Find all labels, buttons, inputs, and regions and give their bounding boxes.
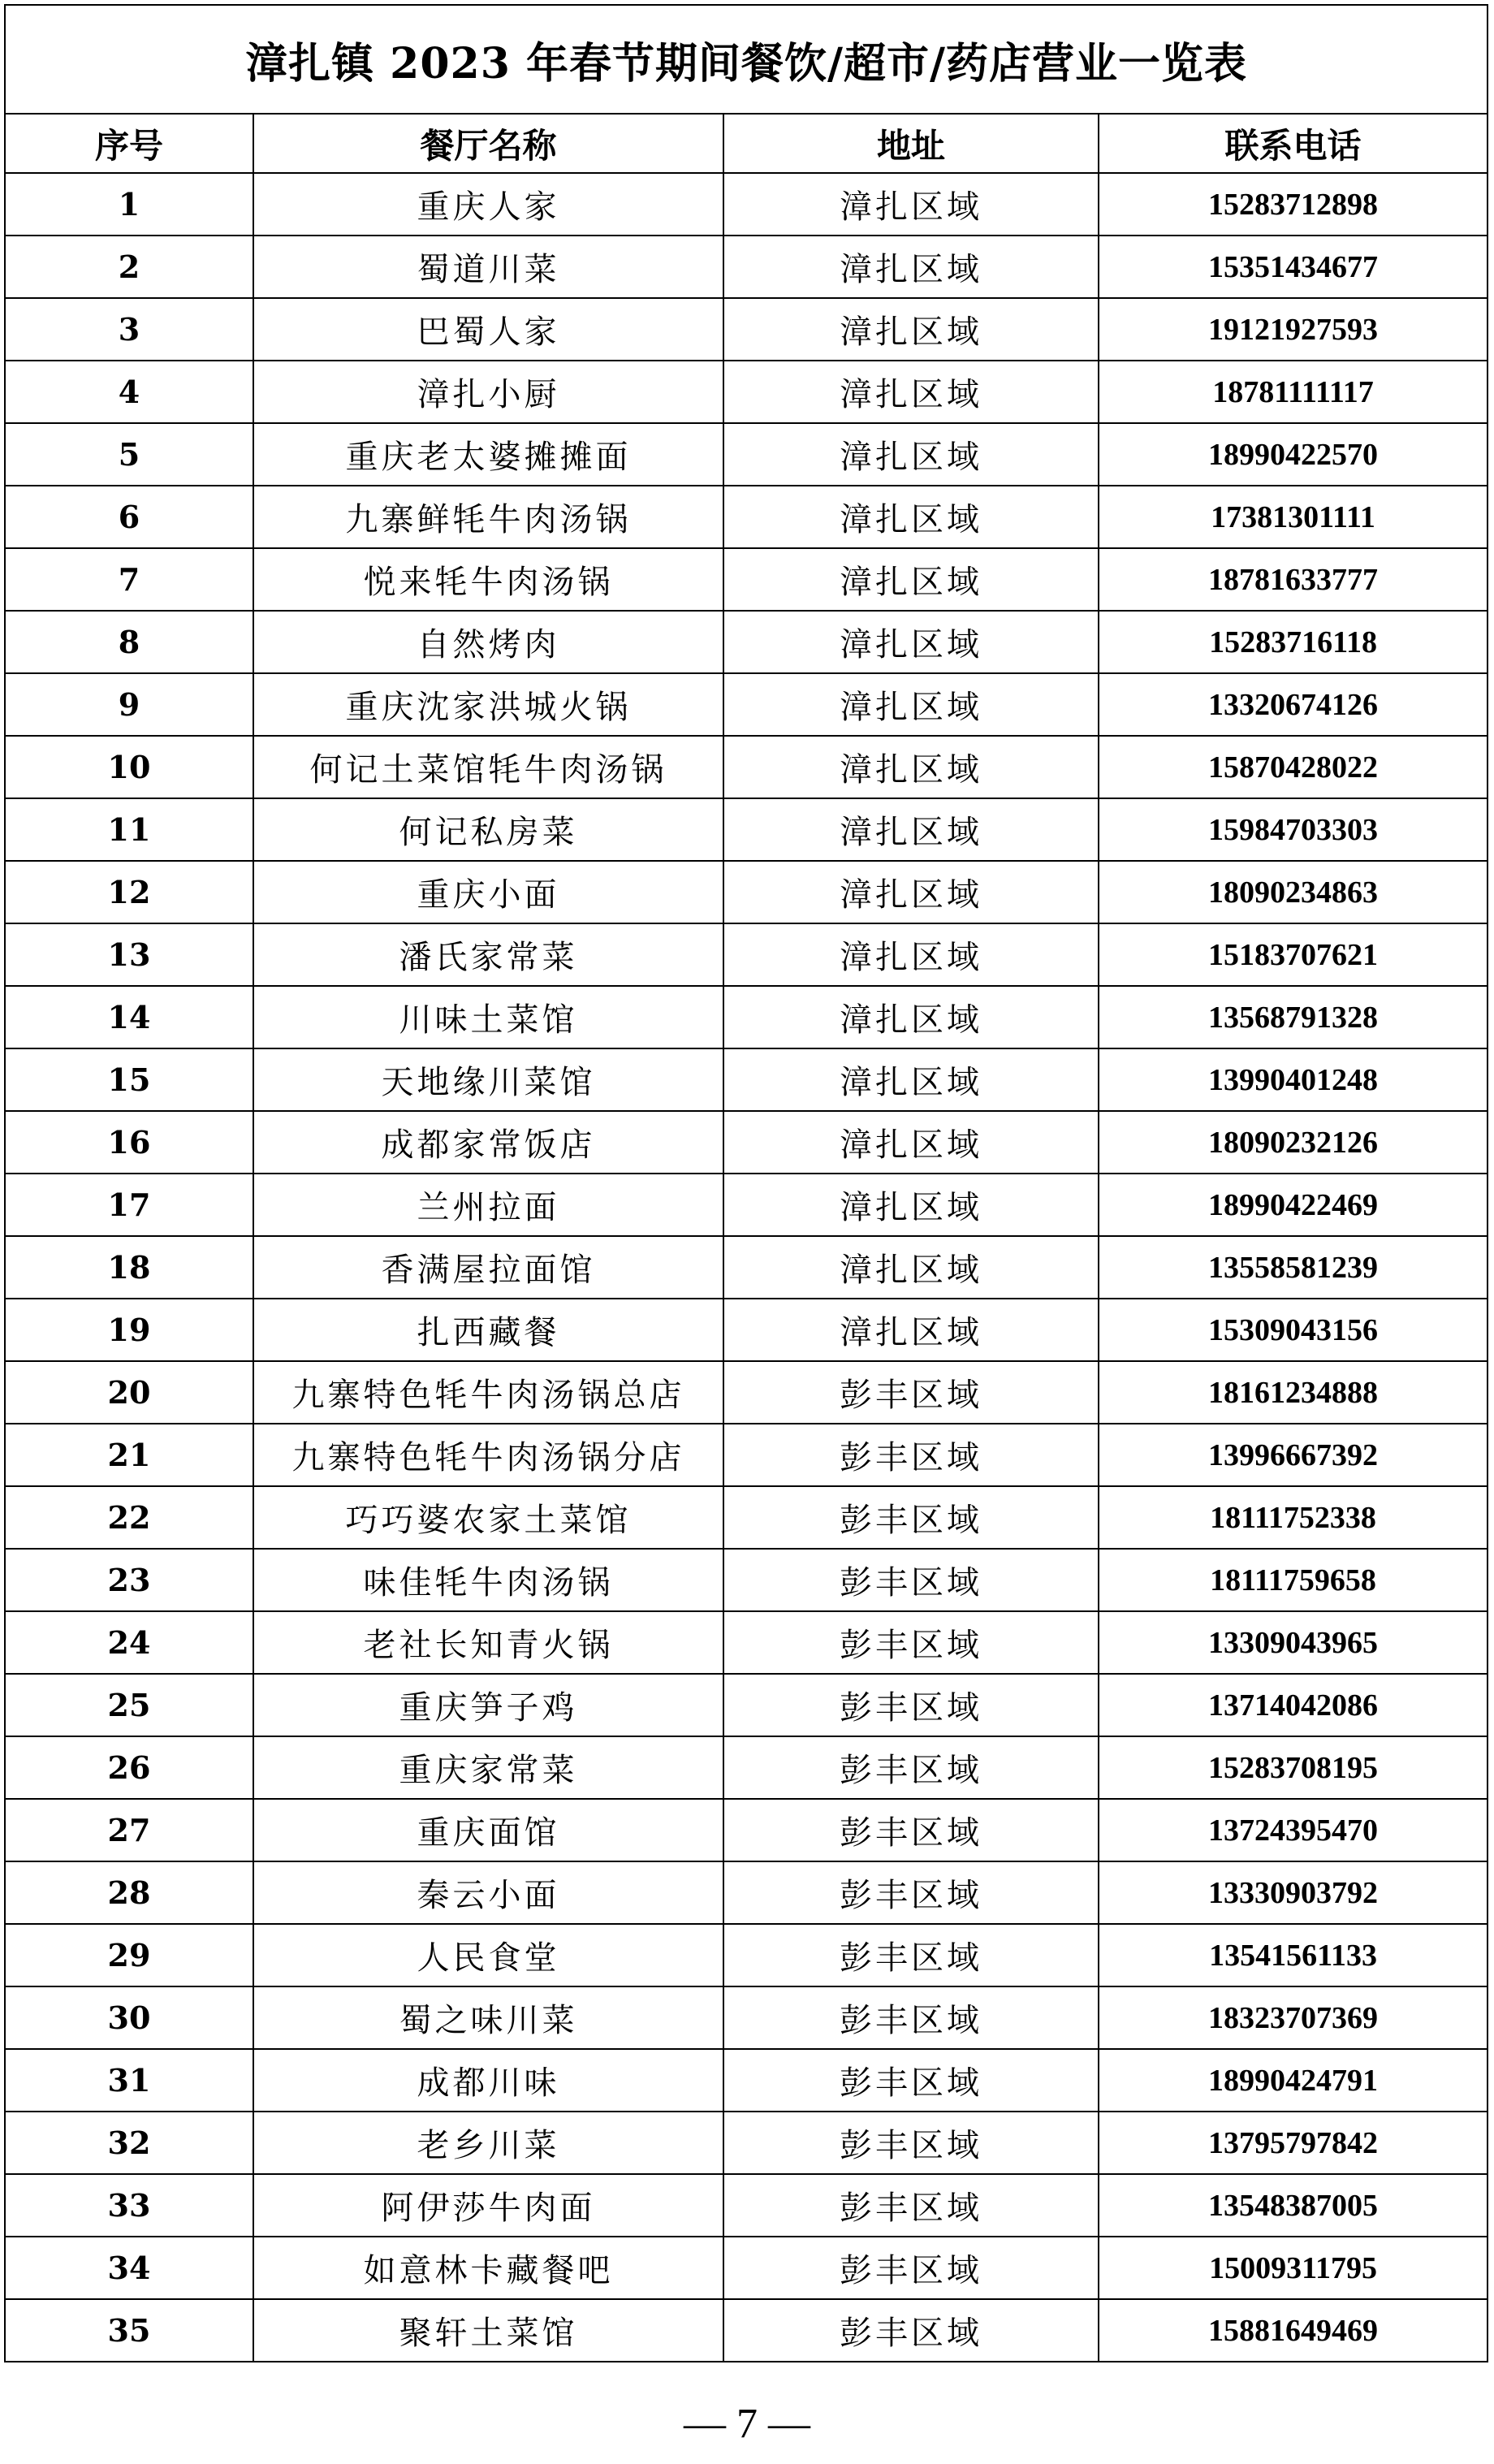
row-phone: 18781111117 — [1099, 361, 1488, 423]
table-row — [5, 1174, 1488, 1236]
table-row — [5, 2299, 1488, 2362]
page-number: — 7 — — [684, 2401, 810, 2447]
row-address: 漳扎区域 — [723, 798, 1099, 861]
row-restaurant-name: 九寨鲜牦牛肉汤锅 — [253, 486, 723, 548]
row-address: 漳扎区域 — [723, 1299, 1099, 1361]
row-phone: 18323707369 — [1099, 1986, 1488, 2049]
row-address: 彭丰区域 — [723, 2237, 1099, 2299]
row-phone: 15283708195 — [1099, 1736, 1488, 1799]
row-phone: 15984703303 — [1099, 798, 1488, 861]
table-row — [5, 236, 1488, 298]
row-serial: 25 — [5, 1674, 253, 1736]
row-address: 漳扎区域 — [723, 486, 1099, 548]
table-row — [5, 1611, 1488, 1674]
row-address: 彭丰区域 — [723, 2299, 1099, 2362]
table-row — [5, 2112, 1488, 2174]
row-phone: 18781633777 — [1099, 548, 1488, 611]
row-phone: 19121927593 — [1099, 298, 1488, 361]
row-serial: 19 — [5, 1299, 253, 1361]
row-restaurant-name: 九寨特色牦牛肉汤锅总店 — [253, 1361, 723, 1424]
row-restaurant-name: 重庆面馆 — [253, 1799, 723, 1861]
row-address: 彭丰区域 — [723, 1799, 1099, 1861]
row-serial: 26 — [5, 1736, 253, 1799]
row-restaurant-name: 重庆老太婆摊摊面 — [253, 423, 723, 486]
table-row — [5, 1236, 1488, 1299]
row-restaurant-name: 潘氏家常菜 — [253, 923, 723, 986]
row-phone: 17381301111 — [1099, 486, 1488, 548]
row-serial: 15 — [5, 1048, 253, 1111]
row-serial: 12 — [5, 861, 253, 923]
row-address: 漳扎区域 — [723, 736, 1099, 798]
row-phone: 18990422469 — [1099, 1174, 1488, 1236]
row-phone: 18990422570 — [1099, 423, 1488, 486]
row-address: 彭丰区域 — [723, 2112, 1099, 2174]
row-address: 彭丰区域 — [723, 1736, 1099, 1799]
row-phone: 15183707621 — [1099, 923, 1488, 986]
row-address: 漳扎区域 — [723, 1174, 1099, 1236]
row-serial: 27 — [5, 1799, 253, 1861]
row-address: 漳扎区域 — [723, 236, 1099, 298]
row-phone: 13541561133 — [1099, 1924, 1488, 1986]
table-row — [5, 923, 1488, 986]
table-row — [5, 986, 1488, 1048]
row-address: 漳扎区域 — [723, 1111, 1099, 1174]
table-row — [5, 486, 1488, 548]
table-row — [5, 173, 1488, 236]
row-serial: 14 — [5, 986, 253, 1048]
row-restaurant-name: 悦来牦牛肉汤锅 — [253, 548, 723, 611]
header-restaurant-name: 餐厅名称 — [253, 114, 723, 173]
row-restaurant-name: 老乡川菜 — [253, 2112, 723, 2174]
row-serial: 24 — [5, 1611, 253, 1674]
row-address: 漳扎区域 — [723, 423, 1099, 486]
row-address: 漳扎区域 — [723, 1236, 1099, 1299]
table-header-row — [5, 114, 1488, 173]
row-serial: 9 — [5, 673, 253, 736]
row-phone: 13558581239 — [1099, 1236, 1488, 1299]
row-restaurant-name: 重庆沈家洪城火锅 — [253, 673, 723, 736]
row-restaurant-name: 蜀道川菜 — [253, 236, 723, 298]
row-phone: 18090232126 — [1099, 1111, 1488, 1174]
row-restaurant-name: 重庆家常菜 — [253, 1736, 723, 1799]
row-serial: 22 — [5, 1486, 253, 1549]
table-row — [5, 1674, 1488, 1736]
row-address: 彭丰区域 — [723, 1986, 1099, 2049]
row-serial: 29 — [5, 1924, 253, 1986]
row-address: 彭丰区域 — [723, 1424, 1099, 1486]
header-address: 地址 — [723, 114, 1099, 173]
row-phone: 15283716118 — [1099, 611, 1488, 673]
row-serial: 28 — [5, 1861, 253, 1924]
row-restaurant-name: 巴蜀人家 — [253, 298, 723, 361]
row-serial: 5 — [5, 423, 253, 486]
row-restaurant-name: 何记土菜馆牦牛肉汤锅 — [253, 736, 723, 798]
row-restaurant-name: 兰州拉面 — [253, 1174, 723, 1236]
table-row — [5, 673, 1488, 736]
row-phone: 18161234888 — [1099, 1361, 1488, 1424]
row-phone: 18090234863 — [1099, 861, 1488, 923]
row-restaurant-name: 重庆笋子鸡 — [253, 1674, 723, 1736]
row-restaurant-name: 巧巧婆农家土菜馆 — [253, 1486, 723, 1549]
table-row — [5, 1986, 1488, 2049]
row-phone: 15881649469 — [1099, 2299, 1488, 2362]
row-address: 漳扎区域 — [723, 173, 1099, 236]
row-restaurant-name: 何记私房菜 — [253, 798, 723, 861]
table-title: 漳扎镇 2023 年春节期间餐饮/超市/药店营业一览表 — [5, 5, 1488, 114]
row-restaurant-name: 扎西藏餐 — [253, 1299, 723, 1361]
row-address: 漳扎区域 — [723, 611, 1099, 673]
row-restaurant-name: 阿伊莎牛肉面 — [253, 2174, 723, 2237]
row-serial: 23 — [5, 1549, 253, 1611]
table-row — [5, 361, 1488, 423]
row-phone: 13990401248 — [1099, 1048, 1488, 1111]
row-address: 漳扎区域 — [723, 361, 1099, 423]
table-body — [5, 173, 1488, 2362]
row-address: 漳扎区域 — [723, 298, 1099, 361]
row-phone: 13714042086 — [1099, 1674, 1488, 1736]
row-restaurant-name: 成都川味 — [253, 2049, 723, 2112]
row-address: 彭丰区域 — [723, 1361, 1099, 1424]
table-row — [5, 1048, 1488, 1111]
row-address: 彭丰区域 — [723, 2049, 1099, 2112]
row-address: 漳扎区域 — [723, 923, 1099, 986]
row-address: 彭丰区域 — [723, 1861, 1099, 1924]
row-address: 彭丰区域 — [723, 1674, 1099, 1736]
row-phone: 15283712898 — [1099, 173, 1488, 236]
row-serial: 8 — [5, 611, 253, 673]
table-row — [5, 1111, 1488, 1174]
row-phone: 13996667392 — [1099, 1424, 1488, 1486]
row-phone: 15870428022 — [1099, 736, 1488, 798]
row-restaurant-name: 漳扎小厨 — [253, 361, 723, 423]
row-address: 彭丰区域 — [723, 2174, 1099, 2237]
row-phone: 18990424791 — [1099, 2049, 1488, 2112]
table-row — [5, 1861, 1488, 1924]
row-restaurant-name: 天地缘川菜馆 — [253, 1048, 723, 1111]
row-phone: 13320674126 — [1099, 673, 1488, 736]
table-row — [5, 2174, 1488, 2237]
header-phone: 联系电话 — [1099, 114, 1488, 173]
table-row — [5, 736, 1488, 798]
row-phone: 13568791328 — [1099, 986, 1488, 1048]
row-serial: 18 — [5, 1236, 253, 1299]
row-restaurant-name: 秦云小面 — [253, 1861, 723, 1924]
row-phone: 13309043965 — [1099, 1611, 1488, 1674]
row-serial: 2 — [5, 236, 253, 298]
row-serial: 20 — [5, 1361, 253, 1424]
row-restaurant-name: 味佳牦牛肉汤锅 — [253, 1549, 723, 1611]
row-restaurant-name: 自然烤肉 — [253, 611, 723, 673]
row-serial: 3 — [5, 298, 253, 361]
row-address: 彭丰区域 — [723, 1611, 1099, 1674]
row-phone: 13724395470 — [1099, 1799, 1488, 1861]
row-restaurant-name: 重庆人家 — [253, 173, 723, 236]
row-address: 漳扎区域 — [723, 986, 1099, 1048]
table-row — [5, 798, 1488, 861]
table-row — [5, 2237, 1488, 2299]
table-row — [5, 2049, 1488, 2112]
row-address: 漳扎区域 — [723, 1048, 1099, 1111]
table-row — [5, 861, 1488, 923]
row-restaurant-name: 老社长知青火锅 — [253, 1611, 723, 1674]
row-serial: 11 — [5, 798, 253, 861]
row-phone: 13548387005 — [1099, 2174, 1488, 2237]
row-serial: 31 — [5, 2049, 253, 2112]
row-phone: 13795797842 — [1099, 2112, 1488, 2174]
table-row — [5, 1549, 1488, 1611]
table-row — [5, 1736, 1488, 1799]
row-serial: 16 — [5, 1111, 253, 1174]
row-address: 漳扎区域 — [723, 548, 1099, 611]
row-serial: 10 — [5, 736, 253, 798]
row-address: 漳扎区域 — [723, 673, 1099, 736]
row-serial: 17 — [5, 1174, 253, 1236]
row-restaurant-name: 聚轩土菜馆 — [253, 2299, 723, 2362]
row-phone: 15309043156 — [1099, 1299, 1488, 1361]
table-row — [5, 1486, 1488, 1549]
row-serial: 6 — [5, 486, 253, 548]
row-address: 彭丰区域 — [723, 1486, 1099, 1549]
row-serial: 33 — [5, 2174, 253, 2237]
table-row — [5, 1799, 1488, 1861]
restaurant-table — [4, 4, 1488, 2362]
row-address: 彭丰区域 — [723, 1549, 1099, 1611]
row-restaurant-name: 香满屋拉面馆 — [253, 1236, 723, 1299]
row-serial: 13 — [5, 923, 253, 986]
row-serial: 34 — [5, 2237, 253, 2299]
row-restaurant-name: 成都家常饭店 — [253, 1111, 723, 1174]
row-phone: 13330903792 — [1099, 1861, 1488, 1924]
table-row — [5, 1361, 1488, 1424]
table-row — [5, 423, 1488, 486]
table-row — [5, 1299, 1488, 1361]
row-restaurant-name: 川味土菜馆 — [253, 986, 723, 1048]
table-row — [5, 298, 1488, 361]
table-row — [5, 1424, 1488, 1486]
row-serial: 4 — [5, 361, 253, 423]
row-phone: 15351434677 — [1099, 236, 1488, 298]
row-restaurant-name: 重庆小面 — [253, 861, 723, 923]
row-serial: 30 — [5, 1986, 253, 2049]
row-serial: 7 — [5, 548, 253, 611]
row-serial: 32 — [5, 2112, 253, 2174]
row-phone: 18111752338 — [1099, 1486, 1488, 1549]
row-restaurant-name: 蜀之味川菜 — [253, 1986, 723, 2049]
row-serial: 1 — [5, 173, 253, 236]
row-phone: 15009311795 — [1099, 2237, 1488, 2299]
row-address: 彭丰区域 — [723, 1924, 1099, 1986]
table-row — [5, 611, 1488, 673]
row-restaurant-name: 九寨特色牦牛肉汤锅分店 — [253, 1424, 723, 1486]
row-restaurant-name: 人民食堂 — [253, 1924, 723, 1986]
row-restaurant-name: 如意林卡藏餐吧 — [253, 2237, 723, 2299]
row-serial: 21 — [5, 1424, 253, 1486]
table-row — [5, 548, 1488, 611]
row-address: 漳扎区域 — [723, 861, 1099, 923]
table-row — [5, 1924, 1488, 1986]
row-phone: 18111759658 — [1099, 1549, 1488, 1611]
row-serial: 35 — [5, 2299, 253, 2362]
header-serial: 序号 — [5, 114, 253, 173]
